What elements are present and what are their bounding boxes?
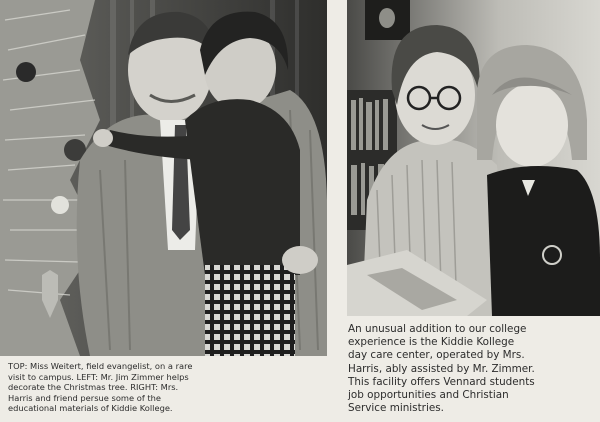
paragraph-line: day care center, operated by Mrs. <box>348 349 525 362</box>
caption-line: visit to campus. LEFT: Mr. Jim Zimmer helps <box>8 371 189 382</box>
paragraph-line: Harris, ably assisted by Mr. Zimmer. <box>348 362 535 375</box>
caption-line: educational materials of Kiddie Kollege. <box>8 403 173 414</box>
photo-caption <box>8 361 326 414</box>
paragraph-line: This facility offers Vennard students <box>348 375 535 388</box>
caption-line: Harris and friend persue some of the <box>8 392 161 403</box>
article-paragraph <box>348 323 596 415</box>
paragraph-line: An unusual addition to our college <box>348 323 527 335</box>
paragraph-line: experience is the Kiddie Kollege <box>348 336 515 349</box>
reading-photo <box>347 0 600 316</box>
paragraph-line: job opportunities and Christian <box>348 389 509 402</box>
paragraph-line: Service ministries. <box>348 402 444 415</box>
christmas-tree-photo <box>0 0 327 356</box>
caption-line: decorate the Christmas tree. RIGHT: Mrs. <box>8 382 179 393</box>
caption-line: TOP: Miss Weitert, field evangelist, on a rare <box>8 361 193 371</box>
